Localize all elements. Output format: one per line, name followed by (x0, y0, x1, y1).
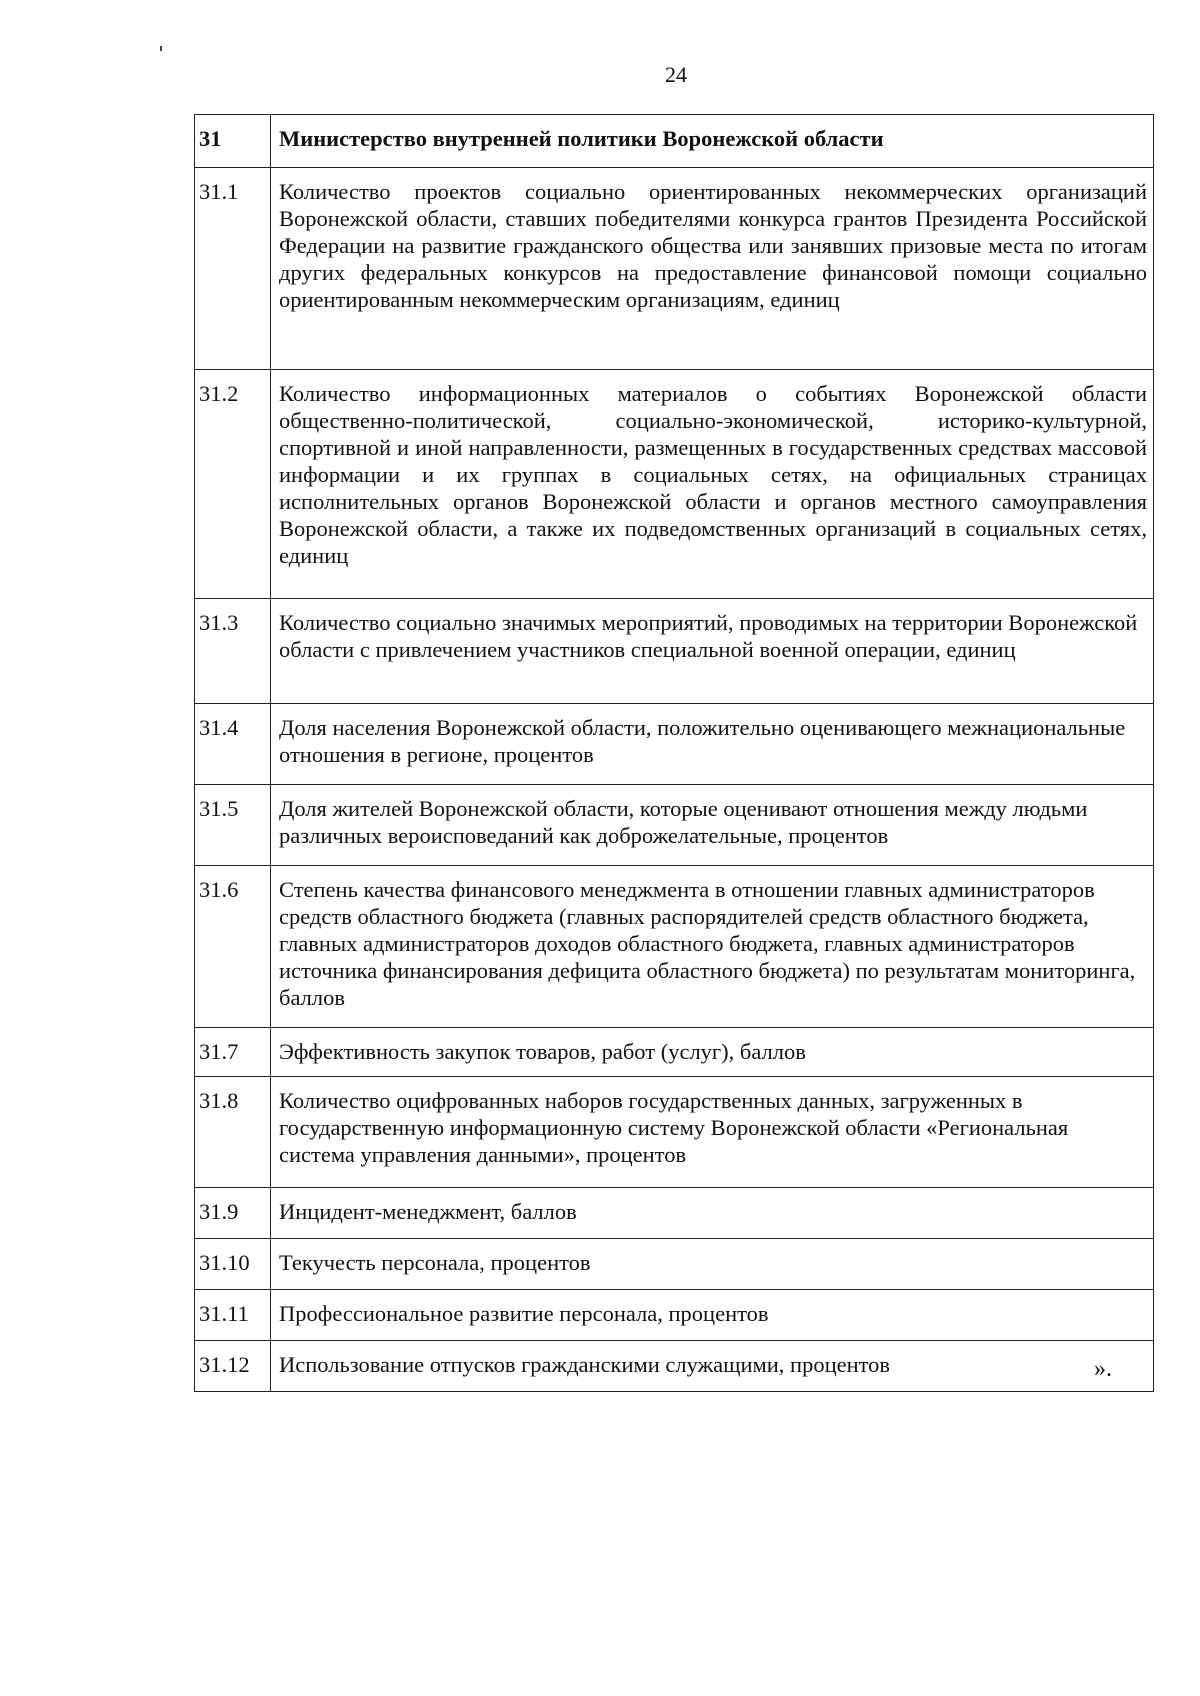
row-text: Количество информационных материалов о событиях Воронежской области общественно-политической, социально-экономической, историко-культурной, спортивной и иной направленности, размещенных в государственных средствах массовой информации и их группах в социальных сетях, на официальных страницах исполнительных органов Воронежской области и органов местного самоуправления Воронежской области, а также их подведомственных организаций в социальных сетях, единиц (271, 370, 1154, 599)
row-text: Степень качества финансового менеджмента в отношении главных администраторов средств областного бюджета (главных распорядителей средств областного бюджета, главных администраторов доходов областного бюджета, главных администраторов источника финансирования дефицита областного бюджета) по результатам мониторинга, баллов (271, 866, 1154, 1028)
row-number: 31.10 (195, 1239, 271, 1290)
row-text: Доля жителей Воронежской области, которые оценивают отношения между людьми различных вероисповеданий как доброжелательные, процентов (271, 785, 1154, 866)
indicator-table (194, 114, 1154, 1392)
table-row (195, 866, 1154, 1028)
section-title: Министерство внутренней политики Воронежской области (271, 115, 1154, 168)
table-row (195, 168, 1154, 370)
row-text: Использование отпусков гражданскими служащими, процентов (271, 1341, 1154, 1392)
row-number: 31.9 (195, 1188, 271, 1239)
table-row (195, 1290, 1154, 1341)
row-text: Количество оцифрованных наборов государственных данных, загруженных в государственную информационную систему Воронежской области «Региональная система управления данными», процентов (271, 1077, 1154, 1188)
scan-speck (160, 46, 162, 51)
row-text: Профессиональное развитие персонала, процентов (271, 1290, 1154, 1341)
row-number: 31.1 (195, 168, 271, 370)
row-number: 31.7 (195, 1028, 271, 1077)
row-number: 31.4 (195, 704, 271, 785)
table-row (195, 785, 1154, 866)
row-text: Доля населения Воронежской области, положительно оценивающего межнациональные отношения в регионе, процентов (271, 704, 1154, 785)
row-text: Эффективность закупок товаров, работ (услуг), баллов (271, 1028, 1154, 1077)
table-row (195, 1077, 1154, 1188)
table-row (195, 599, 1154, 704)
row-number: 31.12 (195, 1341, 271, 1392)
table-row (195, 1188, 1154, 1239)
row-text: Инцидент-менеджмент, баллов (271, 1188, 1154, 1239)
page-number: 24 (665, 62, 687, 87)
table-row (195, 704, 1154, 785)
section-number: 31 (195, 115, 271, 168)
row-number: 31.3 (195, 599, 271, 704)
row-text: Количество социально значимых мероприятий, проводимых на территории Воронежской области с привлечением участников специальной военной операции, единиц (271, 599, 1154, 704)
table-row (195, 1239, 1154, 1290)
table-row (195, 370, 1154, 599)
row-number: 31.6 (195, 866, 271, 1028)
row-text: Количество проектов социально ориентированных некоммерческих организаций Воронежской области, ставших победителями конкурса грантов Президента Российской Федерации на развитие гражданского общества или занявших призовые места по итогам других федеральных конкурсов на предоставление финансовой помощи социально ориентированным некоммерческим организациям, единиц (271, 168, 1154, 370)
row-number: 31.5 (195, 785, 271, 866)
table-row-section-header (195, 115, 1154, 168)
table-row (195, 1028, 1154, 1077)
table-row (195, 1341, 1154, 1392)
closing-quote-mark: ». (1094, 1356, 1112, 1382)
row-number: 31.11 (195, 1290, 271, 1341)
row-number: 31.8 (195, 1077, 271, 1188)
row-text: Текучесть персонала, процентов (271, 1239, 1154, 1290)
row-number: 31.2 (195, 370, 271, 599)
